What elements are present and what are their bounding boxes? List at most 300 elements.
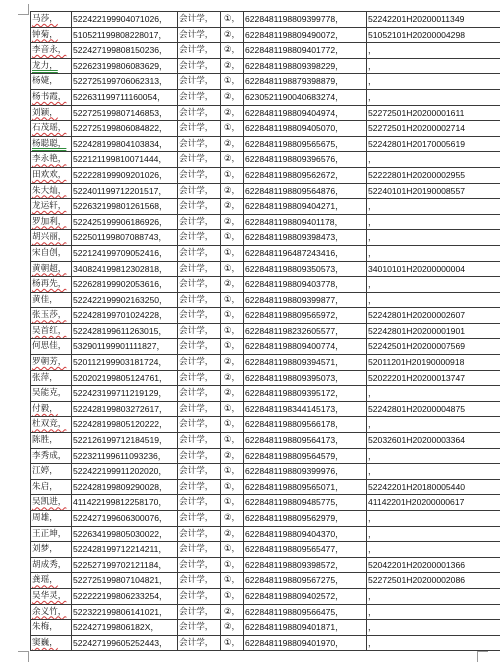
certificate-number-cell[interactable] [367, 355, 500, 371]
major-cell[interactable] [178, 370, 221, 386]
student-name-cell[interactable] [31, 401, 72, 417]
id-number-text: 522632199801261568， [73, 201, 168, 212]
bank-account-cell[interactable] [244, 89, 367, 105]
student-name-cell[interactable] [31, 152, 72, 168]
category-number-cell[interactable] [221, 542, 244, 558]
category-number-cell[interactable] [221, 355, 244, 371]
major-cell[interactable] [178, 136, 221, 152]
certificate-number-cell[interactable] [367, 27, 500, 43]
student-name-cell[interactable] [31, 261, 72, 277]
student-name-cell[interactable] [31, 292, 72, 308]
margin-corner-mark [18, 4, 29, 15]
category-number-cell[interactable] [221, 495, 244, 511]
major-cell[interactable] [178, 588, 221, 604]
student-name-cell[interactable] [31, 136, 72, 152]
major-cell[interactable] [178, 542, 221, 558]
major-cell[interactable] [178, 323, 221, 339]
certificate-number-cell[interactable] [367, 573, 500, 589]
certificate-number-cell[interactable] [367, 401, 500, 417]
id-number-cell[interactable] [72, 136, 178, 152]
student-name-cell[interactable] [31, 526, 72, 542]
student-name-cell[interactable] [31, 417, 72, 433]
student-name-cell[interactable] [31, 58, 72, 74]
certificate-number-cell[interactable] [367, 89, 500, 105]
category-number-cell[interactable] [221, 214, 244, 230]
major-cell[interactable] [178, 214, 221, 230]
major-text: 会计学， [179, 91, 214, 102]
id-number-cell[interactable] [72, 43, 178, 59]
bank-account-cell[interactable] [244, 355, 367, 371]
bank-account-cell[interactable] [244, 74, 367, 90]
category-number-cell[interactable] [221, 245, 244, 261]
category-number-cell[interactable] [221, 89, 244, 105]
student-name-cell[interactable] [31, 12, 72, 28]
certificate-number-cell[interactable] [367, 292, 500, 308]
id-number-text: 522427199606300076， [73, 513, 168, 523]
major-cell[interactable] [178, 573, 221, 589]
student-name-cell[interactable] [31, 542, 72, 558]
bank-account-cell[interactable] [244, 495, 367, 511]
major-text: 会计学， [179, 279, 214, 290]
certificate-number-cell[interactable] [367, 199, 500, 215]
student-name-text: 王正坤， [32, 528, 67, 539]
id-number-text: 522623199806083629， [73, 60, 168, 71]
bank-account-cell[interactable] [244, 121, 367, 137]
major-cell[interactable] [178, 620, 221, 636]
category-number-cell[interactable] [221, 401, 244, 417]
certificate-number-cell[interactable] [367, 464, 500, 480]
table-row [31, 277, 500, 293]
student-name-cell[interactable] [31, 557, 72, 573]
id-number-cell[interactable] [72, 620, 178, 636]
category-number-text: ①， [223, 544, 241, 555]
category-number-text: ①， [223, 403, 241, 414]
major-cell[interactable] [178, 74, 221, 90]
id-number-text: 522428199805120222， [73, 419, 168, 430]
category-number-cell[interactable] [221, 526, 244, 542]
category-number-cell[interactable] [221, 199, 244, 215]
major-cell[interactable] [178, 386, 221, 402]
bank-account-cell[interactable] [244, 136, 367, 152]
certificate-number-text: ， [368, 544, 377, 555]
student-name-cell[interactable] [31, 370, 72, 386]
student-name-cell[interactable] [31, 43, 72, 59]
major-cell[interactable] [178, 152, 221, 168]
major-cell[interactable] [178, 230, 221, 246]
certificate-number-cell[interactable] [367, 245, 500, 261]
id-number-cell[interactable] [72, 386, 178, 402]
certificate-number-text: 52242801H20170005619 [368, 138, 466, 149]
category-number-cell[interactable] [221, 339, 244, 355]
major-cell[interactable] [178, 401, 221, 417]
bank-account-cell[interactable] [244, 464, 367, 480]
major-cell[interactable] [178, 479, 221, 495]
category-number-cell[interactable] [221, 573, 244, 589]
bank-account-text: 6228481198809398473， [245, 232, 344, 243]
bank-account-cell[interactable] [244, 183, 367, 199]
category-number-cell[interactable] [221, 479, 244, 495]
student-name-cell[interactable] [31, 74, 72, 90]
category-number-cell[interactable] [221, 635, 244, 651]
certificate-number-cell[interactable] [367, 58, 500, 74]
category-number-text: ①， [223, 341, 241, 352]
student-name-cell[interactable] [31, 464, 72, 480]
id-number-cell[interactable] [72, 245, 178, 261]
id-number-cell[interactable] [72, 417, 178, 433]
major-cell[interactable] [178, 183, 221, 199]
category-number-cell[interactable] [221, 74, 244, 90]
major-text: 会计学， [179, 138, 214, 149]
table-row [31, 417, 500, 433]
bank-account-cell[interactable] [244, 230, 367, 246]
id-number-cell[interactable] [72, 511, 178, 527]
certificate-number-cell[interactable] [367, 511, 500, 527]
category-number-cell[interactable] [221, 121, 244, 137]
bank-account-cell[interactable] [244, 479, 367, 495]
id-number-cell[interactable] [72, 292, 178, 308]
roster-body [31, 12, 500, 651]
id-number-cell[interactable] [72, 152, 178, 168]
id-number-cell[interactable] [72, 89, 178, 105]
category-number-cell[interactable] [221, 43, 244, 59]
bank-account-cell[interactable] [244, 339, 367, 355]
id-number-cell[interactable] [72, 370, 178, 386]
id-number-cell[interactable] [72, 121, 178, 137]
bank-account-cell[interactable] [244, 152, 367, 168]
certificate-number-cell[interactable] [367, 74, 500, 90]
id-number-text: 522428199712214211， [73, 544, 167, 555]
id-number-cell[interactable] [72, 167, 178, 183]
bank-account-cell[interactable] [244, 245, 367, 261]
bank-account-cell[interactable] [244, 604, 367, 620]
bank-account-cell[interactable] [244, 277, 367, 293]
category-number-cell[interactable] [221, 588, 244, 604]
id-number-cell[interactable] [72, 479, 178, 495]
major-cell[interactable] [178, 27, 221, 43]
student-name-cell[interactable] [31, 448, 72, 464]
category-number-cell[interactable] [221, 167, 244, 183]
major-cell[interactable] [178, 199, 221, 215]
certificate-number-cell[interactable] [367, 308, 500, 324]
bank-account-cell[interactable] [244, 401, 367, 417]
category-number-cell[interactable] [221, 183, 244, 199]
id-number-text: 522428199804103834， [73, 138, 168, 149]
major-cell[interactable] [178, 448, 221, 464]
certificate-number-cell[interactable] [367, 526, 500, 542]
id-number-cell[interactable] [72, 401, 178, 417]
category-number-cell[interactable] [221, 230, 244, 246]
id-number-cell[interactable] [72, 588, 178, 604]
category-number-cell[interactable] [221, 27, 244, 43]
certificate-number-cell[interactable] [367, 620, 500, 636]
id-number-cell[interactable] [72, 464, 178, 480]
major-cell[interactable] [178, 433, 221, 449]
certificate-number-cell[interactable] [367, 588, 500, 604]
student-name-cell[interactable] [31, 355, 72, 371]
bank-account-cell[interactable] [244, 214, 367, 230]
major-cell[interactable] [178, 89, 221, 105]
student-name-text: 石茂瑶， [32, 123, 67, 134]
major-cell[interactable] [178, 339, 221, 355]
category-number-cell[interactable] [221, 417, 244, 433]
id-number-cell[interactable] [72, 27, 178, 43]
major-cell[interactable] [178, 308, 221, 324]
student-name-cell[interactable] [31, 199, 72, 215]
bank-account-cell[interactable] [244, 58, 367, 74]
student-name-cell[interactable] [31, 479, 72, 495]
bank-account-cell[interactable] [244, 370, 367, 386]
bank-account-cell[interactable] [244, 308, 367, 324]
category-number-cell[interactable] [221, 557, 244, 573]
bank-account-cell[interactable] [244, 323, 367, 339]
category-number-cell[interactable] [221, 261, 244, 277]
bank-account-text: 6228481198879398879， [245, 76, 344, 87]
bank-account-cell[interactable] [244, 105, 367, 121]
id-number-cell[interactable] [72, 199, 178, 215]
bank-account-cell[interactable] [244, 573, 367, 589]
id-number-cell[interactable] [72, 495, 178, 511]
student-name-text: 朱大灿， [32, 185, 67, 196]
id-number-cell[interactable] [72, 604, 178, 620]
id-number-cell[interactable] [72, 74, 178, 90]
id-number-text: 522427199605252443， [73, 637, 168, 648]
bank-account-cell[interactable] [244, 588, 367, 604]
student-name-cell[interactable] [31, 27, 72, 43]
certificate-number-cell[interactable] [367, 448, 500, 464]
bank-account-cell[interactable] [244, 557, 367, 573]
id-number-cell[interactable] [72, 339, 178, 355]
student-name-cell[interactable] [31, 183, 72, 199]
bank-account-cell[interactable] [244, 511, 367, 527]
category-number-text: ②， [223, 372, 241, 383]
certificate-number-cell[interactable] [367, 230, 500, 246]
student-name-cell[interactable] [31, 105, 72, 121]
category-number-text: ②， [223, 185, 241, 196]
id-number-cell[interactable] [72, 573, 178, 589]
student-name-cell[interactable] [31, 89, 72, 105]
student-name-text: 刘颖， [32, 107, 58, 118]
major-cell[interactable] [178, 355, 221, 371]
category-number-text: ①， [223, 466, 241, 477]
major-text: 会计学， [179, 107, 214, 118]
student-name-cell[interactable] [31, 604, 72, 620]
student-name-cell[interactable] [31, 495, 72, 511]
certificate-number-cell[interactable] [367, 635, 500, 651]
certificate-number-cell[interactable] [367, 214, 500, 230]
student-name-text: 吴能克， [32, 388, 67, 399]
student-name-cell[interactable] [31, 308, 72, 324]
certificate-number-text: 52242201H20180005440 [368, 481, 466, 492]
bank-account-cell[interactable] [244, 386, 367, 402]
category-number-cell[interactable] [221, 105, 244, 121]
bank-account-cell[interactable] [244, 292, 367, 308]
major-cell[interactable] [178, 495, 221, 511]
student-name-text: 罗朝芳， [32, 357, 67, 368]
id-number-cell[interactable] [72, 448, 178, 464]
bank-account-cell[interactable] [244, 27, 367, 43]
student-name-cell[interactable] [31, 588, 72, 604]
id-number-cell[interactable] [72, 214, 178, 230]
id-number-cell[interactable] [72, 230, 178, 246]
major-cell[interactable] [178, 105, 221, 121]
major-cell[interactable] [178, 58, 221, 74]
category-number-cell[interactable] [221, 511, 244, 527]
certificate-number-cell[interactable] [367, 604, 500, 620]
certificate-number-text: ， [368, 419, 377, 430]
major-cell[interactable] [178, 261, 221, 277]
bank-account-cell[interactable] [244, 199, 367, 215]
bank-account-cell[interactable] [244, 620, 367, 636]
major-cell[interactable] [178, 292, 221, 308]
category-number-cell[interactable] [221, 152, 244, 168]
certificate-number-cell[interactable] [367, 542, 500, 558]
student-name-cell[interactable] [31, 573, 72, 589]
bank-account-cell[interactable] [244, 417, 367, 433]
certificate-number-cell[interactable] [367, 105, 500, 121]
category-number-cell[interactable] [221, 308, 244, 324]
bank-account-cell[interactable] [244, 433, 367, 449]
id-number-text: 522124199709052416， [73, 247, 168, 258]
category-number-cell[interactable] [221, 136, 244, 152]
major-cell[interactable] [178, 417, 221, 433]
student-name-cell[interactable] [31, 323, 72, 339]
major-cell[interactable] [178, 167, 221, 183]
id-number-cell[interactable] [72, 58, 178, 74]
category-number-cell[interactable] [221, 386, 244, 402]
certificate-number-cell[interactable] [367, 417, 500, 433]
certificate-number-cell[interactable] [367, 12, 500, 28]
major-cell[interactable] [178, 12, 221, 28]
id-number-cell[interactable] [72, 355, 178, 371]
category-number-cell[interactable] [221, 323, 244, 339]
certificate-number-text: ， [368, 450, 377, 461]
category-number-cell[interactable] [221, 370, 244, 386]
id-number-cell[interactable] [72, 12, 178, 28]
category-number-cell[interactable] [221, 448, 244, 464]
id-number-cell[interactable] [72, 433, 178, 449]
category-number-cell[interactable] [221, 620, 244, 636]
bank-account-cell[interactable] [244, 12, 367, 28]
id-number-cell[interactable] [72, 557, 178, 573]
id-number-text: 522628199902053616， [73, 279, 168, 290]
major-cell[interactable] [178, 557, 221, 573]
major-cell[interactable] [178, 604, 221, 620]
certificate-number-cell[interactable] [367, 277, 500, 293]
certificate-number-cell[interactable] [367, 433, 500, 449]
major-cell[interactable] [178, 245, 221, 261]
major-cell[interactable] [178, 635, 221, 651]
category-number-text: ②， [223, 91, 241, 102]
student-name-cell[interactable] [31, 230, 72, 246]
student-name-text: 朱启， [32, 481, 58, 492]
certificate-number-text: ， [368, 606, 377, 617]
student-name-cell[interactable] [31, 620, 72, 636]
certificate-number-cell[interactable] [367, 386, 500, 402]
student-name-cell[interactable] [31, 433, 72, 449]
student-name-cell[interactable] [31, 277, 72, 293]
category-number-cell[interactable] [221, 292, 244, 308]
certificate-number-cell[interactable] [367, 183, 500, 199]
id-number-cell[interactable] [72, 105, 178, 121]
student-name-cell[interactable] [31, 121, 72, 137]
certificate-number-cell[interactable] [367, 323, 500, 339]
certificate-number-text: ， [368, 232, 377, 243]
bank-account-cell[interactable] [244, 261, 367, 277]
certificate-number-cell[interactable] [367, 261, 500, 277]
major-cell[interactable] [178, 43, 221, 59]
id-number-cell[interactable] [72, 635, 178, 651]
id-number-cell[interactable] [72, 526, 178, 542]
bank-account-cell[interactable] [244, 542, 367, 558]
major-cell[interactable] [178, 277, 221, 293]
student-name-cell[interactable] [31, 339, 72, 355]
id-number-cell[interactable] [72, 183, 178, 199]
table-row [31, 261, 500, 277]
id-number-cell[interactable] [72, 277, 178, 293]
category-number-cell[interactable] [221, 433, 244, 449]
category-number-cell[interactable] [221, 277, 244, 293]
student-name-cell[interactable] [31, 245, 72, 261]
category-number-cell[interactable] [221, 12, 244, 28]
id-number-cell[interactable] [72, 261, 178, 277]
certificate-number-cell[interactable] [367, 557, 500, 573]
certificate-number-cell[interactable] [367, 152, 500, 168]
bank-account-cell[interactable] [244, 526, 367, 542]
table-row [31, 511, 500, 527]
id-number-text: 522121199810071444， [73, 154, 167, 165]
id-number-cell[interactable] [72, 308, 178, 324]
bank-account-cell[interactable] [244, 448, 367, 464]
student-name-text: 黄朝超， [32, 263, 67, 274]
certificate-number-cell[interactable] [367, 479, 500, 495]
certificate-number-cell[interactable] [367, 167, 500, 183]
major-cell[interactable] [178, 121, 221, 137]
category-number-cell[interactable] [221, 58, 244, 74]
certificate-number-text: ， [368, 76, 377, 87]
major-text: 会计学， [179, 435, 214, 446]
category-number-cell[interactable] [221, 604, 244, 620]
student-name-text: 江婷， [32, 466, 58, 477]
certificate-number-text: ， [368, 279, 377, 290]
category-number-cell[interactable] [221, 464, 244, 480]
category-number-text: ②， [223, 138, 241, 149]
category-number-text: ①， [223, 263, 241, 274]
bank-account-cell[interactable] [244, 167, 367, 183]
major-cell[interactable] [178, 526, 221, 542]
certificate-number-cell[interactable] [367, 495, 500, 511]
major-cell[interactable] [178, 464, 221, 480]
certificate-number-cell[interactable] [367, 43, 500, 59]
certificate-number-cell[interactable] [367, 339, 500, 355]
major-cell[interactable] [178, 511, 221, 527]
student-name-cell[interactable] [31, 167, 72, 183]
certificate-number-text: ， [368, 590, 377, 601]
bank-account-cell[interactable] [244, 635, 367, 651]
student-name-cell[interactable] [31, 214, 72, 230]
certificate-number-cell[interactable] [367, 370, 500, 386]
bank-account-cell[interactable] [244, 43, 367, 59]
certificate-number-cell[interactable] [367, 136, 500, 152]
certificate-number-cell[interactable] [367, 121, 500, 137]
student-name-cell[interactable] [31, 511, 72, 527]
id-number-cell[interactable] [72, 542, 178, 558]
major-text: 会计学， [179, 45, 214, 56]
student-name-cell[interactable] [31, 635, 72, 651]
certificate-number-text: 52222801H20200002955 [368, 169, 466, 180]
category-number-text: ①， [223, 310, 241, 321]
student-name-cell[interactable] [31, 386, 72, 402]
id-number-cell[interactable] [72, 323, 178, 339]
